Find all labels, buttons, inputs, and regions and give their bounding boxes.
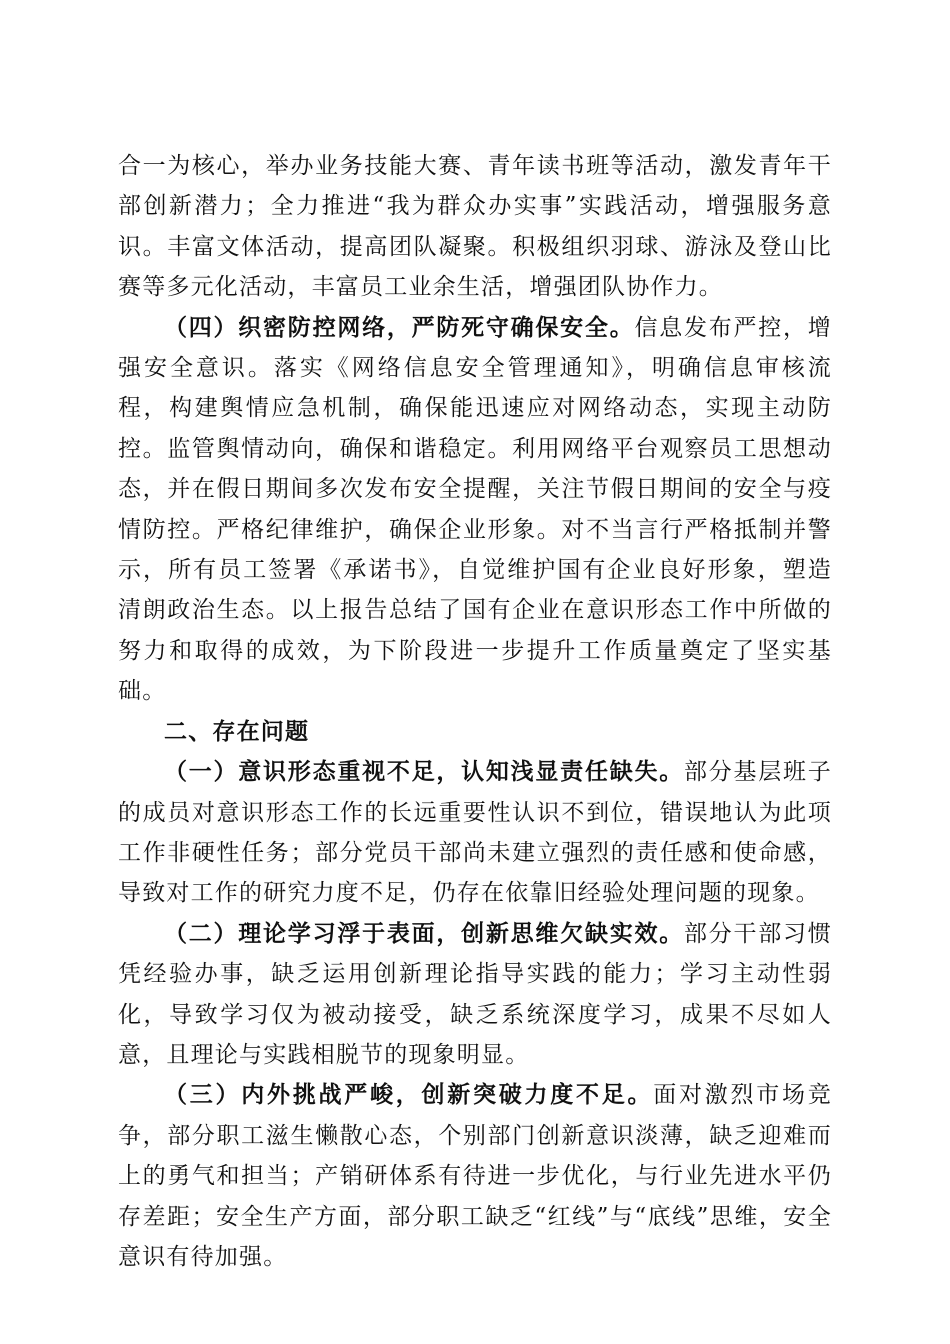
paragraph-problem-2 [118,914,832,1076]
problem-3-body: 面对激烈市场竞争，部分职工滋生懒散心态，个别部门创新意识淡薄，缺乏迎难而上的勇气和担当；产销研体系有待进一步优化，与行业先进水平仍存差距；安全生产方面，部分职工缺乏“红线”与“底线”思维，安全意识有待加强。 [118,1082,832,1270]
section-4-lead: （四）织密防控网络，严防死守确保安全。 [164,313,635,341]
problem-2-body: 部分干部习惯凭经验办事，缺乏运用创新理论指导实践的能力；学习主动性弱化，导致学习仅为被动接受，缺乏系统深度学习，成果不尽如人意，且理论与实践相脱节的现象明显。 [118,920,833,1068]
problem-1-lead: （一）意识形态重视不足，认知浅显责任缺失。 [164,758,684,786]
paragraph-problem-1 [118,752,832,914]
problem-1-body: 部分基层班子的成员对意识形态工作的长远重要性认识不到位，错误地认为此项工作非硬性任务；部分党员干部尚未建立强烈的责任感和使命感，导致对工作的研究力度不足，仍存在依靠旧经验处理问题的现象。 [118,759,833,907]
problem-2-lead: （二）理论学习浮于表面，创新思维欠缺实效。 [164,919,684,947]
document-body [118,146,832,1277]
paragraph-section-4 [118,308,832,712]
paragraph-problem-3 [118,1075,832,1277]
section-4-body: 信息发布严控，增强安全意识。落实《网络信息安全管理通知》，明确信息审核流程，构建舆情应急机制，确保能迅速应对网络动态，实现主动防控。监管舆情动向，确保和谐稳定。利用网络平台观察员工思想动态，并在假日期间多次发布安全提醒，关注节假日期间的安全与疫情防控。严格纪律维护，确保企业形象。对不当言行严格抵制并警示，所有员工签署《承诺书》，自觉维护国有企业良好形象，塑造清朗政治生态。以上报告总结了国有企业在意识形态工作中所做的努力和取得的成效，为下阶段进一步提升工作质量奠定了坚实基础。 [118,314,832,705]
paragraph-continuation: 合一为核心，举办业务技能大赛、青年读书班等活动，激发青年干部创新潜力；全力推进“我为群众办实事”实践活动，增强服务意识。丰富文体活动，提高团队凝聚。积极组织羽球、游泳及登山比赛等多元化活动，丰富员工业余生活，增强团队协作力。 [118,153,832,301]
problem-3-lead: （三）内外挑战严峻，创新突破力度不足。 [164,1081,654,1109]
heading-existing-problems: 二、存在问题 [164,718,310,745]
